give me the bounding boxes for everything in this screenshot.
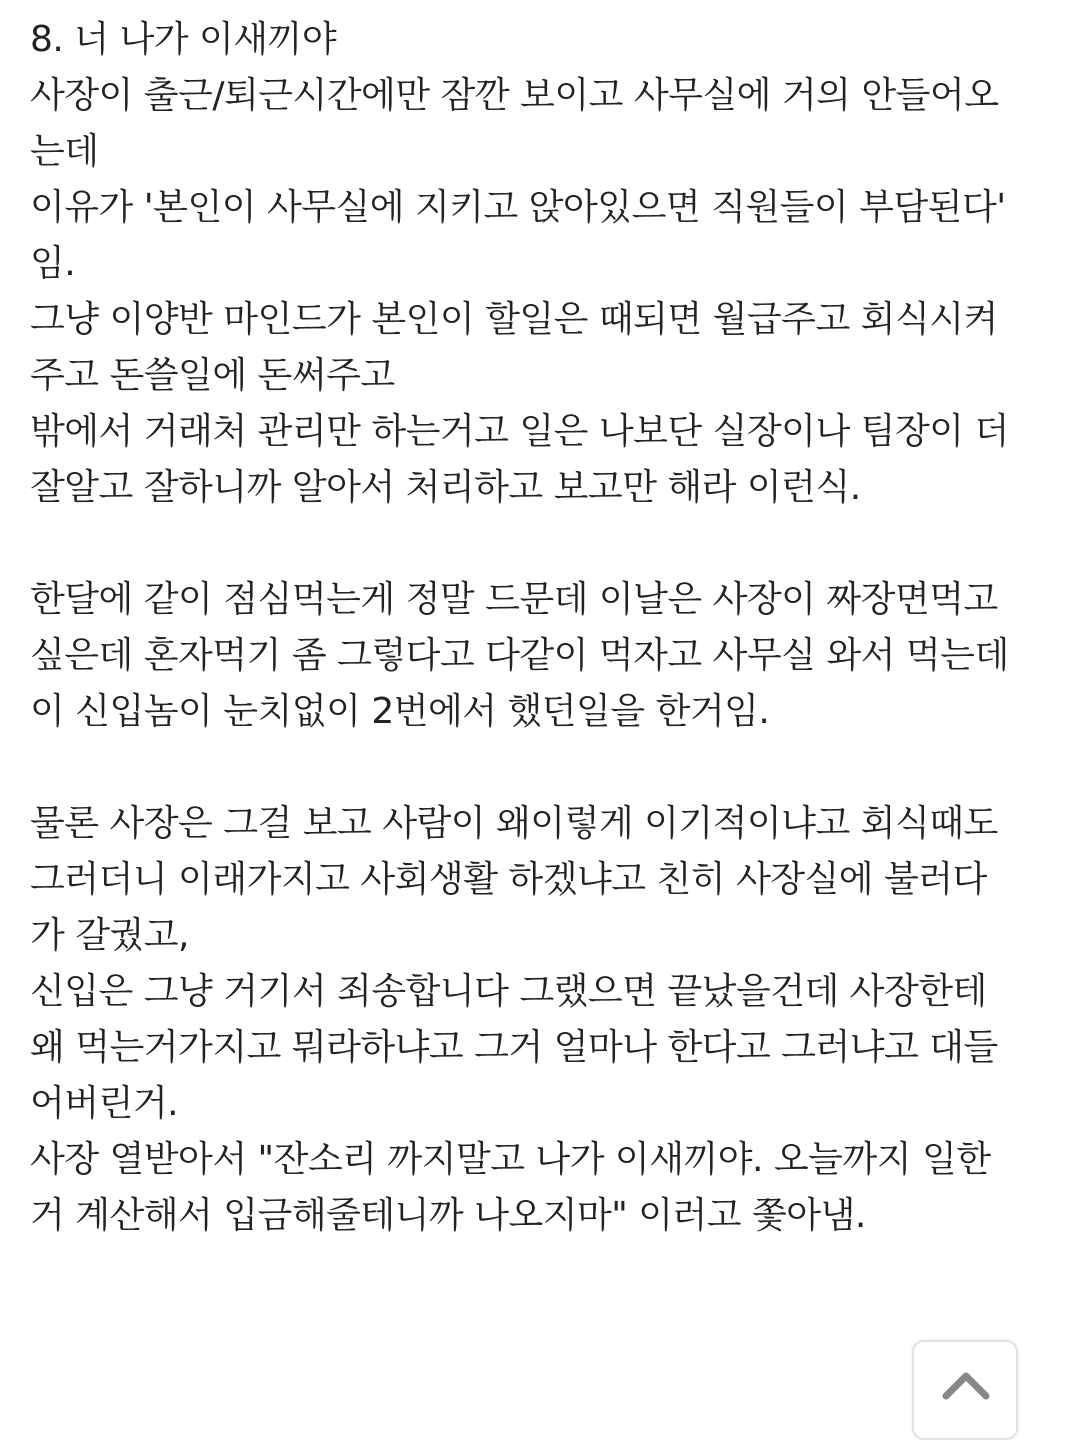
text-line: 싶은데 혼자먹기 좀 그렇다고 다같이 먹자고 사무실 와서 먹는데 (30, 635, 1009, 676)
text-line: 어버린거. (30, 1083, 179, 1124)
text-line: 가 갈궜고, (30, 915, 189, 956)
text-line: 밖에서 거래처 관리만 하는거고 일은 나보단 실장이나 팀장이 더 (30, 411, 1009, 452)
article-heading: 8. 너 나가 이새끼야 (30, 19, 337, 60)
article-body (30, 12, 1060, 1244)
text-line: 왜 먹는거가지고 뭐라하냐고 그거 얼마나 한다고 그러냐고 대들 (30, 1027, 998, 1068)
text-line: 거 계산해서 입금해줄테니까 나오지마" 이러고 쫓아냄. (30, 1195, 866, 1236)
text-line: 는데 (30, 131, 99, 172)
text-line: 이유가 '본인이 사무실에 지키고 앉아있으면 직원들이 부담된다' (30, 187, 1006, 228)
text-line: 한달에 같이 점심먹는게 정말 드문데 이날은 사장이 짜장면먹고 (30, 579, 998, 620)
paragraph-gap (30, 740, 1060, 796)
text-line: 사장이 출근/퇴근시간에만 잠깐 보이고 사무실에 거의 안들어오 (30, 75, 999, 116)
paragraph-gap (30, 516, 1060, 572)
chevron-up-icon (940, 1364, 992, 1404)
text-line: 그러더니 이래가지고 사회생활 하겠냐고 친히 사장실에 불러다 (30, 859, 987, 900)
text-line: 사장 열받아서 "잔소리 까지말고 나가 이새끼야. 오늘까지 일한 (30, 1139, 991, 1180)
text-line: 임. (30, 243, 76, 284)
text-line: 잘알고 잘하니까 알아서 처리하고 보고만 해라 이런식. (30, 467, 861, 508)
text-line: 이 신입놈이 눈치없이 2번에서 했던일을 한거임. (30, 691, 770, 732)
text-line: 주고 돈쓸일에 돈써주고 (30, 355, 395, 396)
text-line: 물론 사장은 그걸 보고 사람이 왜이렇게 이기적이냐고 회식때도 (30, 803, 998, 844)
text-line: 그냥 이양반 마인드가 본인이 할일은 때되면 월급주고 회식시켜 (30, 299, 998, 340)
scroll-to-top-button[interactable] (912, 1340, 1018, 1440)
text-line: 신입은 그냥 거기서 죄송합니다 그랬으면 끝났을건데 사장한테 (30, 971, 987, 1012)
